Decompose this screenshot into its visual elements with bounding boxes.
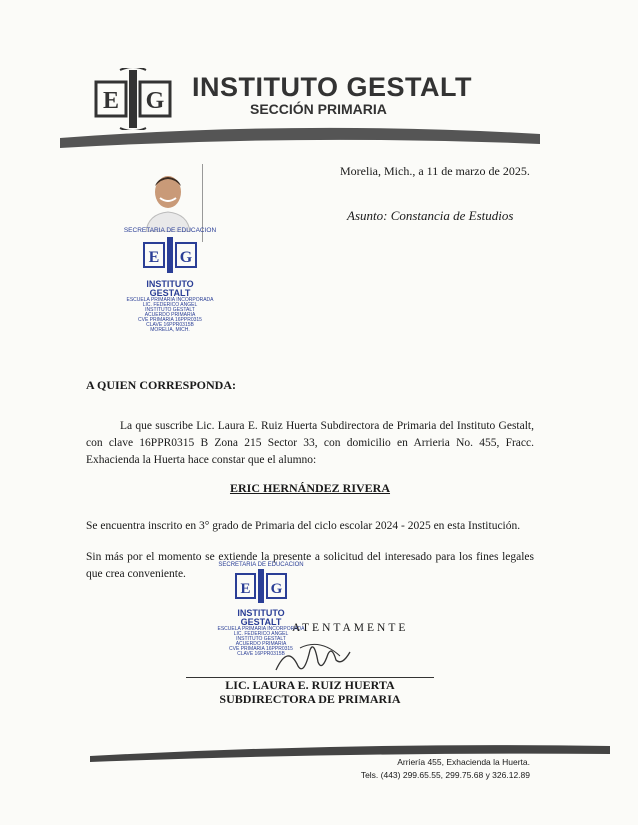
stamp-line: ESCUELA PRIMARIA INCORPORADA — [217, 626, 305, 632]
logo-letter-g: G — [145, 88, 165, 114]
closing: ATENTAMENTE — [292, 622, 409, 634]
svg-text:G: G — [179, 248, 193, 266]
header-swoosh — [60, 124, 540, 156]
student-name: ERIC HERNÁNDEZ RIVERA — [229, 481, 391, 495]
stamp-name-2: GESTALT — [240, 617, 282, 627]
stamp-line: LIC. FEDERICO ANGEL — [142, 301, 198, 308]
footer-phones: Tels. (443) 299.65.55, 299.75.68 y 326.12.89 — [360, 770, 530, 780]
stamp-line: MORELIA, MICH. — [150, 326, 190, 333]
signatory-role: SUBDIRECTORA DE PRIMARIA — [219, 692, 401, 706]
svg-text:E: E — [148, 248, 160, 266]
stamp-line: CVE PRIMARIA 16PPR0315 — [229, 646, 293, 652]
stamp-logo — [110, 235, 230, 275]
stamp-top-text: SECRETARIA DE EDUCACION — [218, 562, 304, 568]
stamp-line: ESCUELA PRIMARIA INCORPORADA — [126, 296, 214, 303]
handwritten-signature — [270, 636, 360, 678]
student-photo — [138, 168, 198, 232]
stamp-line: LIC. FEDERICO ANGEL — [233, 631, 289, 637]
svg-text:E: E — [240, 581, 251, 597]
institute-logo — [94, 68, 176, 130]
stamp-line: CLAVE 16PPR0315B — [237, 651, 285, 657]
stamp-logo — [206, 568, 316, 604]
stamp-line: INSTITUTO GESTALT — [236, 636, 286, 642]
stamp-line: CLAVE 16PPR0315B — [146, 321, 194, 328]
stamp-name-1: INSTITUTO — [237, 608, 285, 618]
body-paragraph-1: La que suscribe Lic. Laura E. Ruiz Huerta Subdirectora de Primaria del Instituto Gestalt, con clave 16PPR0315 B Zona 215 Sector 33, con domicilio en Arrieria No. 455, Fracc. Exhacienda la Huerta hace constar que el alumno: — [86, 420, 534, 466]
stamp-line: CVE PRIMARIA 16PPR0315 — [138, 316, 202, 323]
subject-line: Asunto: Constancia de Estudios — [347, 208, 514, 223]
institute-name: INSTITUTO GESTALT — [192, 72, 472, 102]
stamp-line: ACUERDO PRIMARIA — [235, 641, 287, 647]
footer-address: Arriería 455, Exhacienda la Huerta. — [397, 757, 530, 767]
body-paragraph-2: Se encuentra inscrito en 3° grado de Primaria del ciclo escolar 2024 - 2025 en esta Institución. — [86, 520, 521, 532]
svg-text:G: G — [270, 581, 283, 597]
place-date: Morelia, Mich., a 11 de marzo de 2025. — [340, 164, 530, 178]
stamp-line: ACUERDO PRIMARIA — [144, 311, 196, 318]
stamp-name-1: INSTITUTO — [146, 278, 194, 289]
stamp-line: INSTITUTO GESTALT — [145, 306, 195, 313]
student-name-line — [86, 481, 534, 496]
stamp-top-text: SECRETARIA DE EDUCACION — [123, 227, 217, 234]
signatory-name: LIC. LAURA E. RUIZ HUERTA — [225, 678, 395, 692]
school-stamp — [110, 228, 230, 358]
greeting: A QUIEN CORRESPONDA: — [86, 378, 237, 392]
logo-letter-e: E — [102, 88, 120, 114]
stamp-name-2: GESTALT — [149, 287, 191, 298]
footer-swoosh — [90, 740, 610, 764]
body-paragraph-3: Sin más por el momento se extiende la presente a solicitud del interesado para los fines legales que crea conveniente. — [86, 551, 534, 580]
section-name: SECCIÓN PRIMARIA — [250, 101, 387, 117]
